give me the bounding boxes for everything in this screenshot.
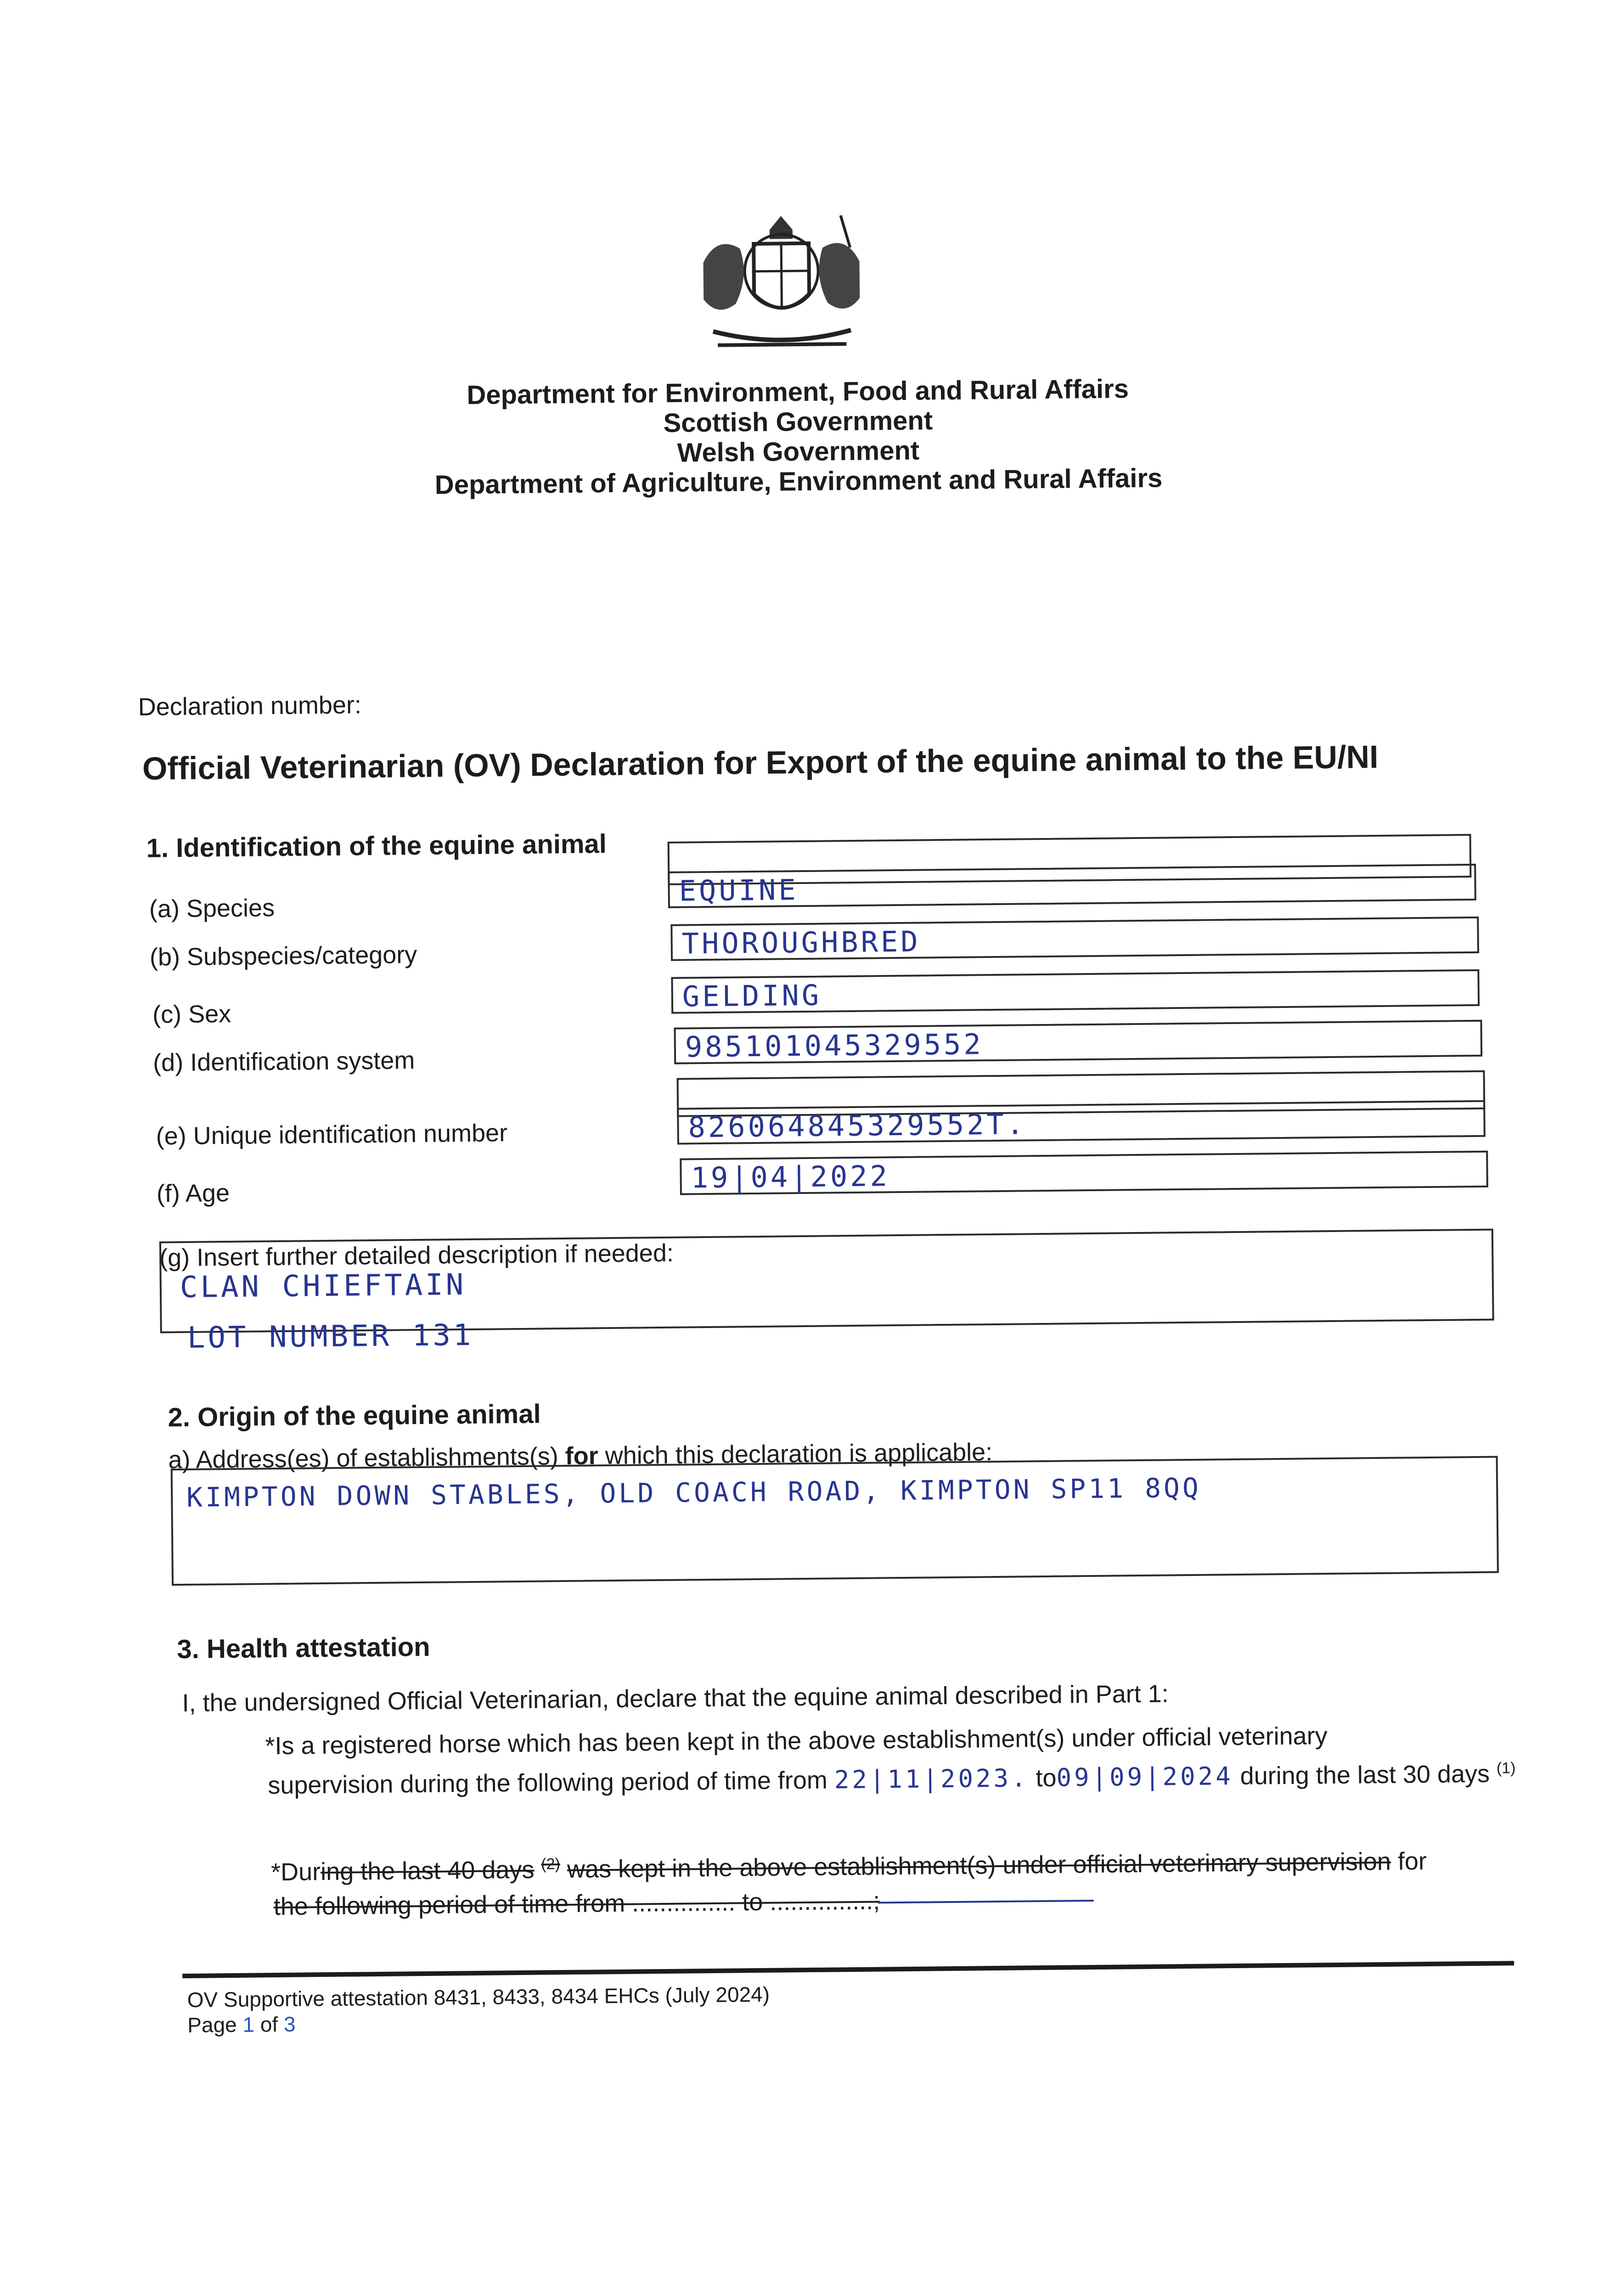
further-description-line2: LOT NUMBER 131 [187,1318,474,1355]
section2-heading: 2. Origin of the equine animal [168,1399,541,1433]
unique-id-value: 826064845329552T. [688,1107,1027,1144]
para2-line2-text: the following period of time from ............... to ...............; [273,1887,880,1921]
para1-from-date[interactable]: 22|11|2023. [834,1763,1029,1795]
sex-field[interactable] [671,969,1480,1014]
unique-id-field[interactable] [677,1100,1486,1145]
address-value: KIMPTON DOWN STABLES, OLD COACH ROAD, KIMPTON SP11 8QQ [186,1472,1202,1513]
species-value: EQUINE [679,873,799,908]
declaration-number-label: Declaration number: [138,691,362,721]
para1-to-word: to [1036,1764,1057,1792]
address-label-bold: for [565,1442,599,1470]
id-system-label: (d) Identification system [152,1047,415,1077]
footnote-2: (2) [541,1855,561,1873]
footer-attestation-ref: OV Supportive attestation 8431, 8433, 8434 EHCs (July 2024) [187,1982,770,2012]
further-description-label: (g) Insert further detailed description if needed: [159,1239,674,1272]
para1-to-date[interactable]: 09|09|2024 [1056,1761,1233,1792]
section1-heading: 1. Identification of the equine animal [146,829,607,863]
header-defra: Department for Environment, Food and Rural Affairs [467,374,1129,410]
para2-struck-a: ing the last 40 days [320,1856,535,1886]
age-field[interactable] [680,1151,1488,1195]
subspecies-label: (b) Subspecies/category [149,941,417,971]
subspecies-value: THOROUGHBRED [681,924,921,961]
header-scottish-gov: Scottish Government [663,405,933,438]
subspecies-field[interactable] [670,917,1479,961]
further-description-box[interactable] [159,1229,1494,1355]
attestation-para1-line1: *Is a registered horse which has been kept in the above establishment(s) under official veterinary [265,1722,1328,1760]
page-title: Official Veterinarian (OV) Declaration for Export of the equine animal to the EU/NI [142,738,1379,787]
section3-heading: 3. Health attestation [177,1632,430,1665]
para2-post: for [1397,1847,1427,1875]
sex-label: (c) Sex [152,1000,231,1029]
page-word: Page [187,2012,237,2037]
footnote-1: (1) [1496,1759,1516,1777]
address-label-pre: a) Address(es) of establishments(s) [168,1442,566,1474]
para1-post: during the last 30 days [1240,1760,1490,1790]
age-value: 19|04|2022 [691,1159,890,1195]
unique-id-label: (e) Unique identification number [156,1119,508,1150]
header-daera: Department of Agriculture, Environment and Rural Affairs [434,463,1163,500]
page-current: 1 [242,2012,255,2037]
strike-through-pen-line [878,1900,1093,1904]
attestation-para2-line1 [271,1847,1427,1886]
age-label: (f) Age [156,1179,230,1208]
para1-pre: supervision during the following period of time from [267,1766,828,1800]
para2-struck-b: was kept in the above establishment(s) under official veterinary supervision [567,1847,1391,1884]
attestation-para2-line2 [274,1885,1094,1921]
further-description-line1: CLAN CHIEFTAIN [180,1268,467,1305]
page-total: 3 [283,2012,296,2036]
footer-rule [182,1961,1514,1978]
address-label-post: which this declaration is applicable: [598,1438,993,1470]
species-label: (a) Species [149,894,275,923]
royal-coat-of-arms-icon [684,206,878,364]
para2-pre: *Dur [270,1858,321,1886]
footer-page-number [187,2012,296,2037]
id-system-value: 985101045329552 [685,1027,984,1064]
species-field[interactable] [668,864,1476,908]
sex-value: GELDING [682,978,822,1013]
of-word: of [260,2012,278,2037]
header-welsh-gov: Welsh Government [677,435,920,468]
health-intro: I, the undersigned Official Veterinarian, declare that the equine animal described in Part 1: [182,1680,1169,1717]
attestation-para1-line2 [268,1759,1516,1800]
id-system-field[interactable] [674,1020,1482,1064]
address-field[interactable] [171,1456,1499,1586]
